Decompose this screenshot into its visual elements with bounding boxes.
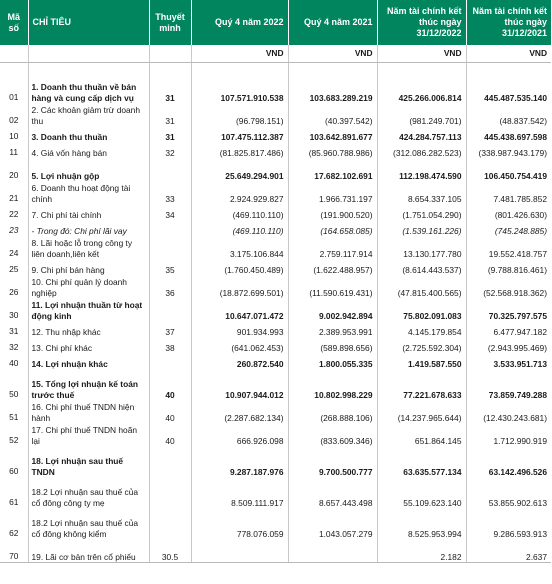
header-note: Thuyết minh [149, 0, 191, 45]
row-q4-2022: 3.175.106.844 [191, 236, 288, 259]
unit-fy-2022: VND [377, 45, 466, 63]
row-label: 15. Tổng lợi nhuận kế toán trước thuế [28, 369, 149, 400]
row-q4-2021 [288, 539, 377, 563]
row-q4-2022: 666.926.098 [191, 423, 288, 446]
row-label: 1. Doanh thu thuần về bán hàng và cung cấp dịch vụ [28, 72, 149, 103]
row-fy-2022: 8.654.337.105 [377, 181, 466, 204]
row-q4-2022: (641.062.453) [191, 337, 288, 353]
row-q4-2022: (2.287.682.134) [191, 400, 288, 423]
row-fy-2022: 8.525.953.994 [377, 508, 466, 539]
row-fy-2022: 424.284.757.113 [377, 126, 466, 142]
row-fy-2021: (801.426.630) [466, 204, 551, 220]
row-code: 50 [9, 388, 19, 399]
row-fy-2022: 75.802.091.083 [377, 298, 466, 321]
row-note: 37 [149, 321, 191, 337]
table-row [0, 181, 551, 204]
row-note: 36 [149, 275, 191, 298]
row-q4-2021: (40.397.542) [288, 103, 377, 126]
table-row [0, 298, 551, 321]
unit-row [0, 45, 551, 63]
row-label: 16. Chi phí thuế TNDN hiện hành [28, 400, 149, 423]
row-note [149, 158, 191, 181]
table-row [0, 337, 551, 353]
table-row [0, 275, 551, 298]
row-q4-2021: (589.898.656) [288, 337, 377, 353]
row-fy-2022: 2.182 [377, 539, 466, 563]
row-code: 32 [9, 341, 19, 352]
row-q4-2021: (85.960.788.986) [288, 142, 377, 158]
row-fy-2022: 13.130.177.780 [377, 236, 466, 259]
row-code: 25 [9, 263, 19, 274]
row-fy-2022: 63.635.577.134 [377, 446, 466, 477]
row-note [149, 220, 191, 236]
row-fy-2021: (9.788.816.461) [466, 259, 551, 275]
row-q4-2022: 778.076.059 [191, 508, 288, 539]
spacer-row [0, 63, 551, 73]
row-fy-2022: 55.109.623.140 [377, 477, 466, 508]
unit-q4-2022: VND [191, 45, 288, 63]
row-fy-2021: 3.533.951.713 [466, 353, 551, 369]
row-code: 51 [9, 411, 19, 422]
header-item: CHỈ TIÊU [28, 0, 149, 45]
row-q4-2021: 17.682.102.691 [288, 158, 377, 181]
row-note: 35 [149, 259, 191, 275]
row-note: 33 [149, 181, 191, 204]
row-label: 9. Chi phí bán hàng [28, 259, 149, 275]
row-code: 52 [9, 434, 19, 445]
table-row [0, 126, 551, 142]
row-label: 17. Chi phí thuế TNDN hoãn lại [28, 423, 149, 446]
row-code: 26 [9, 286, 19, 297]
row-fy-2021: 9.286.593.913 [466, 508, 551, 539]
row-label: 2. Các khoản giảm trừ doanh thu [28, 103, 149, 126]
row-q4-2022: 9.287.187.976 [191, 446, 288, 477]
row-label: 18.2 Lợi nhuận sau thuế của cổ đông không kiểm [28, 508, 149, 539]
row-fy-2021: (12.430.243.681) [466, 400, 551, 423]
row-q4-2022: (81.825.817.486) [191, 142, 288, 158]
unit-q4-2021: VND [288, 45, 377, 63]
row-fy-2021: 7.481.785.852 [466, 181, 551, 204]
row-fy-2021: 53.855.902.613 [466, 477, 551, 508]
row-note: 30.5 [149, 539, 191, 563]
row-code: 31 [9, 325, 19, 336]
row-code: 62 [9, 527, 19, 538]
row-fy-2022: 1.419.587.550 [377, 353, 466, 369]
row-label: 19. Lãi cơ bản trên cổ phiếu [28, 539, 149, 563]
row-fy-2022: 651.864.145 [377, 423, 466, 446]
row-q4-2021: (11.590.619.431) [288, 275, 377, 298]
row-fy-2021: 445.438.697.598 [466, 126, 551, 142]
table-header [0, 0, 551, 45]
row-code: 20 [9, 169, 19, 180]
row-code: 70 [0, 539, 28, 563]
row-fy-2022: 77.221.678.633 [377, 369, 466, 400]
row-fy-2021: (48.837.542) [466, 103, 551, 126]
row-note: 40 [149, 369, 191, 400]
row-q4-2022: 8.509.111.917 [191, 477, 288, 508]
row-q4-2021: 2.759.117.914 [288, 236, 377, 259]
row-label: 4. Giá vốn hàng bán [28, 142, 149, 158]
row-q4-2021: 1.800.055.335 [288, 353, 377, 369]
row-q4-2022: (469.110.110) [191, 220, 288, 236]
row-q4-2021: 10.802.998.229 [288, 369, 377, 400]
row-label: - Trong đó: Chi phí lãi vay [28, 220, 149, 236]
row-q4-2022: (96.798.151) [191, 103, 288, 126]
row-q4-2022: (469.110.110) [191, 204, 288, 220]
row-fy-2022: (47.815.400.565) [377, 275, 466, 298]
row-fy-2022: (14.237.965.644) [377, 400, 466, 423]
row-code: 11 [9, 146, 19, 157]
row-q4-2021: (833.609.346) [288, 423, 377, 446]
row-label: 13. Chi phí khác [28, 337, 149, 353]
table-row [0, 423, 551, 446]
row-fy-2021: (52.568.918.362) [466, 275, 551, 298]
header-q4-2022: Quý 4 năm 2022 [191, 0, 288, 45]
table-row [0, 259, 551, 275]
table-row [0, 220, 551, 236]
row-fy-2021: 73.859.749.288 [466, 369, 551, 400]
table-row [0, 236, 551, 259]
header-fy-2021: Năm tài chính kết thúc ngày 31/12/2021 [466, 0, 551, 45]
row-q4-2022: 2.924.929.827 [191, 181, 288, 204]
row-label: 14. Lợi nhuận khác [28, 353, 149, 369]
row-fy-2021: 70.325.797.575 [466, 298, 551, 321]
row-fy-2022: 112.198.474.590 [377, 158, 466, 181]
row-code: 23 [9, 224, 19, 235]
row-code: 30 [9, 309, 19, 320]
row-q4-2022: 107.571.910.538 [191, 72, 288, 103]
row-fy-2022: (312.086.282.523) [377, 142, 466, 158]
row-q4-2021: (191.900.520) [288, 204, 377, 220]
row-q4-2022: 10.907.944.012 [191, 369, 288, 400]
row-q4-2022: (1.760.450.489) [191, 259, 288, 275]
row-fy-2021: 2.637 [466, 539, 551, 563]
table-row [0, 477, 551, 508]
row-q4-2021: (268.888.106) [288, 400, 377, 423]
row-label: 5. Lợi nhuận gộp [28, 158, 149, 181]
row-code: 40 [9, 357, 19, 368]
row-fy-2021: 1.712.990.919 [466, 423, 551, 446]
row-q4-2021: 2.389.953.991 [288, 321, 377, 337]
row-label: 11. Lợi nhuận thuần từ hoạt động kinh [28, 298, 149, 321]
row-q4-2022: 10.647.071.472 [191, 298, 288, 321]
header-q4-2021: Quý 4 năm 2021 [288, 0, 377, 45]
row-note [149, 353, 191, 369]
row-q4-2022: 260.872.540 [191, 353, 288, 369]
row-note: 31 [149, 103, 191, 126]
row-code: 60 [9, 465, 19, 476]
row-label: 12. Thu nhập khác [28, 321, 149, 337]
table-row [0, 72, 551, 103]
row-q4-2021: (1.622.488.957) [288, 259, 377, 275]
table-row [0, 353, 551, 369]
row-note: 40 [149, 400, 191, 423]
row-q4-2021: 1.966.731.197 [288, 181, 377, 204]
row-code: 01 [9, 91, 19, 102]
row-note [149, 508, 191, 539]
row-q4-2021: (164.658.085) [288, 220, 377, 236]
row-fy-2021: (745.248.885) [466, 220, 551, 236]
row-fy-2022: (981.249.701) [377, 103, 466, 126]
row-fy-2021: (2.943.995.469) [466, 337, 551, 353]
table-row [0, 142, 551, 158]
table-row [0, 204, 551, 220]
row-fy-2021: 63.142.496.526 [466, 446, 551, 477]
table-row [0, 446, 551, 477]
row-q4-2022 [191, 539, 288, 563]
row-q4-2022: 25.649.294.901 [191, 158, 288, 181]
row-q4-2022: (18.872.699.501) [191, 275, 288, 298]
row-q4-2022: 901.934.993 [191, 321, 288, 337]
header-fy-2022: Năm tài chính kết thúc ngày 31/12/2022 [377, 0, 466, 45]
row-q4-2021: 103.642.891.677 [288, 126, 377, 142]
row-fy-2022: (1.539.161.226) [377, 220, 466, 236]
row-q4-2021: 103.683.289.219 [288, 72, 377, 103]
row-fy-2021: 106.450.754.419 [466, 158, 551, 181]
row-fy-2022: (8.614.443.537) [377, 259, 466, 275]
row-fy-2021: 445.487.535.140 [466, 72, 551, 103]
row-q4-2021: 9.002.942.894 [288, 298, 377, 321]
row-label: 18.2 Lợi nhuận sau thuế của cổ đông công ty mẹ [28, 477, 149, 508]
row-q4-2022: 107.475.112.387 [191, 126, 288, 142]
row-code: 61 [9, 496, 19, 507]
row-code: 02 [9, 114, 19, 125]
row-q4-2021: 8.657.443.498 [288, 477, 377, 508]
row-note: 31 [149, 126, 191, 142]
row-fy-2022: 4.145.179.854 [377, 321, 466, 337]
row-label: 18. Lợi nhuận sau thuế TNDN [28, 446, 149, 477]
row-note: 38 [149, 337, 191, 353]
row-fy-2022: (2.725.592.304) [377, 337, 466, 353]
table-row [0, 158, 551, 181]
row-fy-2021: (338.987.943.179) [466, 142, 551, 158]
row-code: 10 [9, 130, 19, 141]
table-row [0, 369, 551, 400]
row-code: 21 [9, 192, 19, 203]
table-row [0, 321, 551, 337]
row-note [149, 477, 191, 508]
row-note: 40 [149, 423, 191, 446]
table-row [0, 103, 551, 126]
row-label: 6. Doanh thu hoạt động tài chính [28, 181, 149, 204]
row-fy-2022: (1.751.054.290) [377, 204, 466, 220]
row-note: 34 [149, 204, 191, 220]
row-note [149, 236, 191, 259]
row-code: 22 [9, 208, 19, 219]
table-row [0, 539, 551, 563]
row-code: 24 [9, 247, 19, 258]
row-label: 3. Doanh thu thuần [28, 126, 149, 142]
header-code: Mã số [0, 0, 28, 45]
row-q4-2021: 1.043.057.279 [288, 508, 377, 539]
row-label: 8. Lãi hoặc lỗ trong công ty liên doanh,liên kết [28, 236, 149, 259]
row-note [149, 446, 191, 477]
row-note: 32 [149, 142, 191, 158]
row-note [149, 298, 191, 321]
table-row [0, 400, 551, 423]
row-label: 7. Chi phí tài chính [28, 204, 149, 220]
row-label: 10. Chi phí quản lý doanh nghiệp [28, 275, 149, 298]
row-q4-2021: 9.700.500.777 [288, 446, 377, 477]
unit-fy-2021: VND [466, 45, 551, 63]
row-fy-2021: 6.477.947.182 [466, 321, 551, 337]
row-fy-2021: 19.552.418.757 [466, 236, 551, 259]
table-row [0, 508, 551, 539]
row-fy-2022: 425.266.006.814 [377, 72, 466, 103]
row-note: 31 [149, 72, 191, 103]
